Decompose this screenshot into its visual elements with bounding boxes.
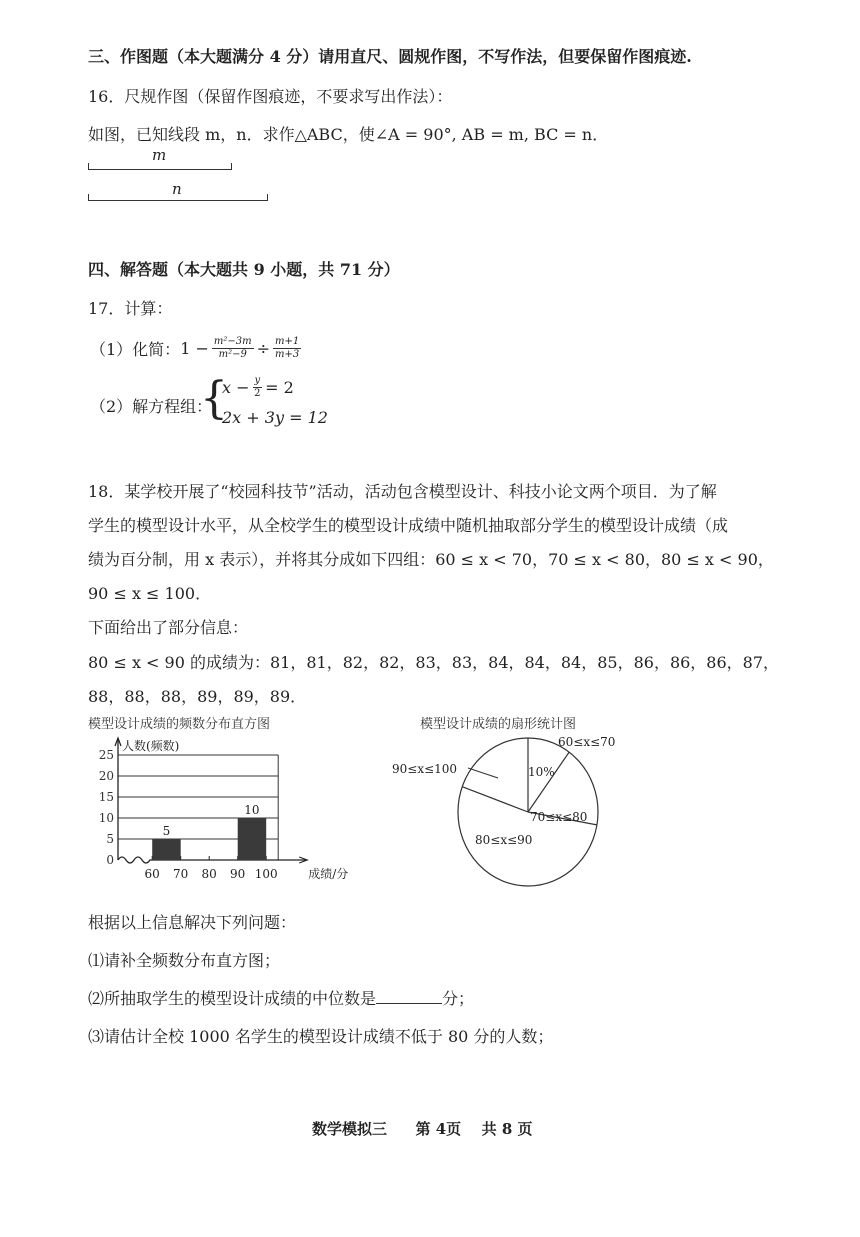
- section3-header: 三、作图题（本大题满分 4 分）请用直尺、圆规作图，不写作法，但要保留作图痕迹.: [88, 47, 692, 66]
- fraction-2: [273, 336, 301, 361]
- equation-1-fraction-numerator: y: [254, 375, 261, 386]
- q17-title: 17．计算：: [88, 299, 173, 318]
- pie-slice-boundary: [462, 787, 528, 812]
- q18-sub1: ⑴请补全频数分布直方图；: [88, 951, 281, 970]
- pie-slice-label: 60≤x≤70: [558, 735, 616, 749]
- x-tick-label: 100: [254, 867, 278, 881]
- q17-part2-prefix: （2）解方程组：: [90, 397, 213, 416]
- bar-value-label: 5: [162, 824, 171, 838]
- q18-line2: 学生的模型设计水平，从全校学生的模型设计成绩中随机抽取部分学生的模型设计成绩（成: [88, 516, 729, 535]
- q18-scores-line1: 80 ≤ x < 90 的成绩为：81，81，82，82，83，83，84，84，84，85，86，86，86，87，: [88, 653, 780, 672]
- pie-chart: [380, 728, 640, 898]
- fraction-1: [212, 336, 254, 361]
- fraction-2-denominator: m+3: [274, 349, 300, 360]
- pie-slice-label: 70≤x≤80: [530, 810, 588, 824]
- q17-part1-prefix: （1）化简：: [90, 340, 181, 359]
- pie-slice-boundary: [528, 752, 569, 812]
- q18-sub3: ⑶请估计全校 1000 名学生的模型设计成绩不低于 80 分的人数；: [88, 1027, 554, 1046]
- equation-2: 2x + 3y = 12: [222, 408, 328, 427]
- segment-m-label: m: [152, 146, 167, 164]
- histogram-chart: [80, 730, 360, 890]
- q16-text: 如图，已知线段 m，n．求作△ABC，使∠A = 90°, AB = m, BC = n．: [88, 125, 609, 144]
- x-tick-label: 60: [144, 867, 160, 881]
- equation-1-right: = 2: [265, 378, 294, 397]
- footer-page: 第 4页: [415, 1120, 462, 1138]
- q18-followup-intro: 根据以上信息解决下列问题：: [88, 913, 297, 932]
- q18-info-intro: 下面给出了部分信息：: [88, 618, 249, 637]
- histogram-bar: [152, 839, 181, 860]
- y-tick-label: 15: [98, 790, 114, 804]
- pie-percent-label: 10%: [528, 765, 555, 779]
- segment-m: [88, 163, 232, 170]
- fraction-1-numerator: m²−3m: [213, 336, 252, 347]
- section4-header: 四、解答题（本大题共 9 小题，共 71 分）: [88, 260, 400, 279]
- y-tick-label: 0: [106, 853, 114, 867]
- pie-chart-title: 模型设计成绩的扇形统计图: [420, 717, 577, 732]
- q16-title: 16．尺规作图（保留作图痕迹，不要求写出作法）：: [88, 87, 453, 106]
- answer-blank: [376, 989, 442, 1004]
- equation-1-left: x −: [222, 378, 250, 397]
- fraction-2-numerator: m+1: [274, 336, 300, 347]
- histogram-bar: [238, 818, 267, 860]
- footer: [312, 1118, 533, 1139]
- x-tick-label: 70: [173, 867, 189, 881]
- q18-line1: 18．某学校开展了“校园科技节”活动，活动包含模型设计、科技小论文两个项目．为了解: [88, 482, 717, 501]
- y-tick-label: 5: [106, 832, 114, 846]
- q18-sub2: [88, 986, 474, 1009]
- q18-line3: 绩为百分制，用 x 表示），并将其分成如下四组：60 ≤ x < 70，70 ≤ x < 80，80 ≤ x < 90，: [88, 550, 774, 569]
- segment-n: [88, 194, 268, 201]
- footer-total: 共 8 页: [481, 1120, 533, 1138]
- equation-1: [222, 375, 294, 400]
- q17-part1: [90, 336, 304, 361]
- division-sign: ÷: [256, 339, 270, 358]
- equation-1-fraction: [253, 375, 263, 400]
- x-tick-label: 80: [201, 867, 217, 881]
- segment-n-label: n: [172, 180, 182, 198]
- q18-scores-line2: 88，88，88，89，89，89．: [88, 687, 307, 706]
- q18-sub2-prefix: ⑵所抽取学生的模型设计成绩的中位数是: [88, 989, 377, 1008]
- y-tick-label: 25: [98, 748, 114, 762]
- y-tick-label: 20: [98, 769, 114, 783]
- q17-part1-lead: 1 −: [180, 339, 209, 358]
- pie-slice-label: 80≤x≤90: [475, 833, 533, 847]
- brace-icon: {: [200, 373, 228, 424]
- q18-line4: 90 ≤ x ≤ 100．: [88, 584, 212, 603]
- pie-label-pointer: [468, 768, 498, 778]
- x-axis-label: 成绩/分: [308, 867, 349, 881]
- q18-sub2-suffix: 分；: [442, 989, 475, 1008]
- x-tick-label: 90: [230, 867, 246, 881]
- bar-value-label: 10: [244, 803, 260, 817]
- footer-name: 数学模拟三: [312, 1120, 388, 1138]
- y-axis-label: 人数(频数): [122, 739, 180, 753]
- equation-1-fraction-denominator: 2: [254, 388, 261, 399]
- histogram-title: 模型设计成绩的频数分布直方图: [88, 717, 271, 732]
- fraction-1-denominator: m²−9: [218, 349, 247, 360]
- y-tick-label: 10: [98, 811, 114, 825]
- pie-slice-label: 90≤x≤100: [392, 762, 458, 776]
